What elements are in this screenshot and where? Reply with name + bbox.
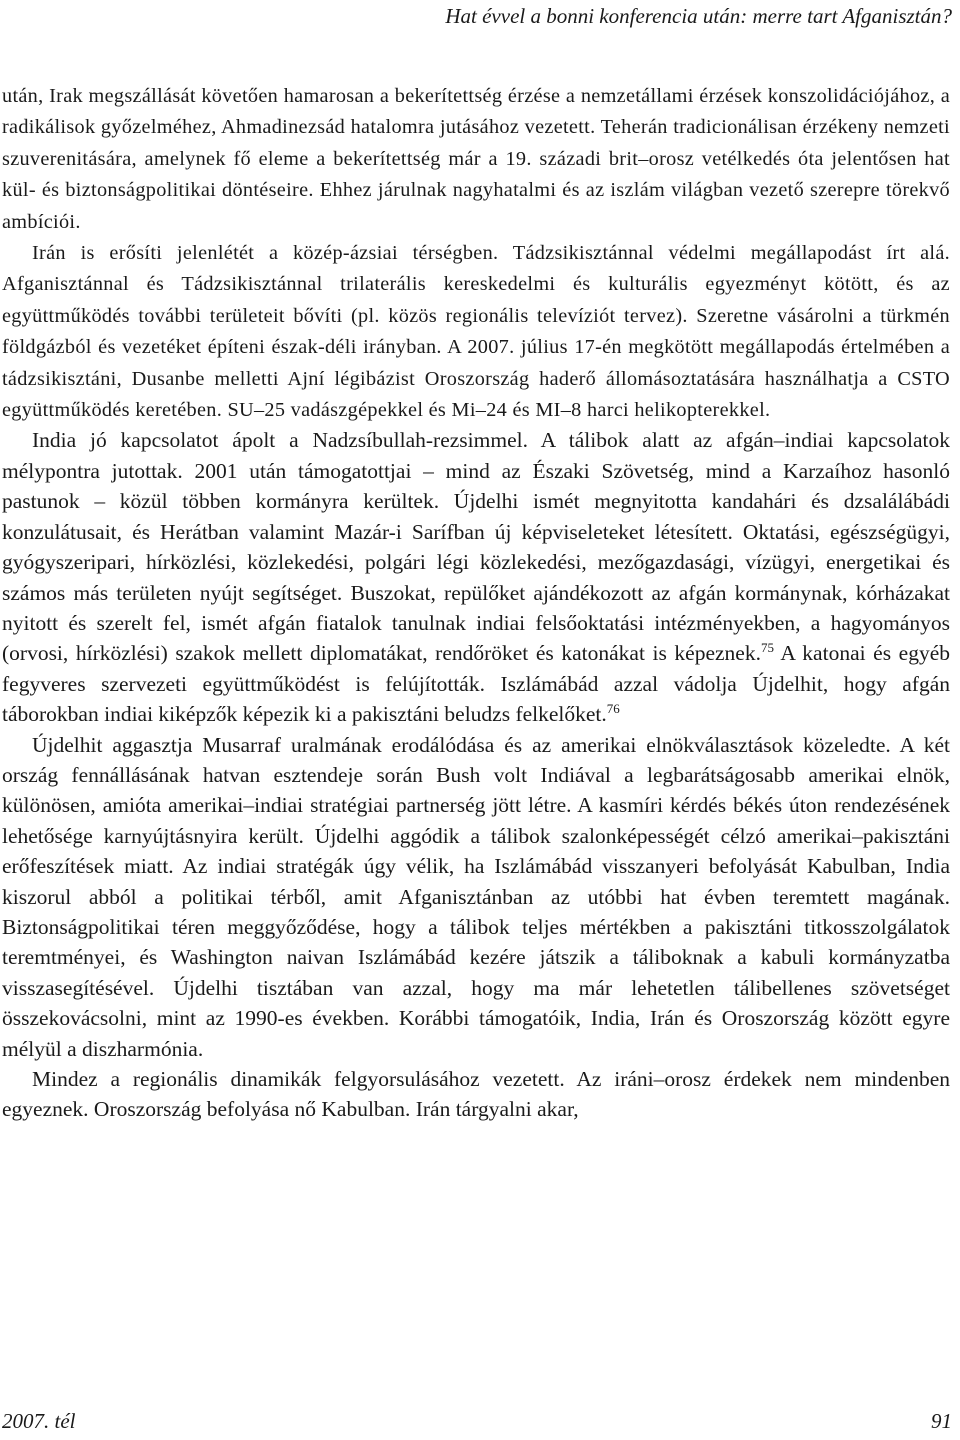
paragraph <box>2 425 950 729</box>
paragraph <box>2 1064 950 1125</box>
paragraph <box>2 80 950 237</box>
paragraph-text: Mindez a regionális dinamikák felgyorsulásához vezetett. Az iráni–orosz érdekek nem mindenben egyeznek. Oroszország befolyása nő Kabulban. Irán tárgyalni akar, <box>2 1067 950 1122</box>
body-text <box>2 80 950 1125</box>
footnote-reference: 75 <box>760 640 774 656</box>
running-header-title: Hat évvel a bonni konferencia után: merre tart Afganisztán? <box>445 4 952 28</box>
paragraph-text: India jó kapcsolatot ápolt a Nadzsíbullah-rezsimmel. A tálibok alatt az afgán–indiai kapcsolatok mélypontra jutottak. 2001 után támogatottjai – mind az Északi Szövetség, mind a Karzaíhoz hasonló pastunok – közül többen kormányra kerültek. Újdelhi ismét megnyitotta kandahári és dzsalálábádi konzulátusait, és Herátban valamint Mazár-i Sarífban új képviseleteket létesített. Oktatási, egészségügyi, gyógyszeripari, hírközlési, közlekedési, polgári légi közlekedési, mezőgazdasági, vízügyi, energetikai és számos más területen nyújt segítséget. Buszokat, repülőket ajándékozott az afgán kormánynak, kórházakat nyitott és szerelt fel, ismét afgán fiatalok tanulnak indiai felsőoktatási intézményekben, a hagyományos (orvosi, hírközlési) szakok mellett diplomatákat, rendőröket és katonákat is képeznek. <box>2 428 950 666</box>
paragraph <box>2 730 950 1064</box>
paragraph-text: után, Irak megszállását követően hamarosan a bekerítettség érzése a nemzetállami érzések konszolidációjához, a radikálisok győzelméhez, Ahmadinezsád hatalomra jutásához vezetett. Teherán tradicionálisan érzékeny nemzeti szuverenitására, amelynek fő eleme a bekerítettség már a 19. századi brit–orosz vetélkedés óta jelentősen hat kül- és biztonságpolitikai döntéseire. Ehhez járulnak nagyhatalmi és az iszlám világban vezető szerepre törekvő ambíciói. <box>2 85 950 233</box>
paragraph <box>2 237 950 425</box>
paragraph-text: Irán is erősíti jelenlétét a közép-ázsiai térségben. Tádzsikisztánnal védelmi megállapodást írt alá. Afganisztánnal és Tádzsikisztánnal trilaterális kereskedelmi és kulturális egyezményt kötött, és az együttműködés további területeit bővíti (pl. közös regionális televíziót tervez). Szeretne vásárolni a türkmén földgázból és vezetéket építeni észak-déli irányban. A 2007. július 17-én megkötött megállapodás értelmében a tádzsikisztáni, Dusanbe melletti Ajní légibázist Oroszország haderő állomásoztatására használhatja a CSTO együttműködés keretében. SU–25 vadászgépekkel és Mi–24 és MI–8 harci helikopterekkel. <box>2 242 950 422</box>
page-number: 91 <box>931 1409 952 1433</box>
footnote-reference: 76 <box>606 701 620 717</box>
footer-issue: 2007. tél <box>2 1409 76 1433</box>
paragraph-text: A katonai és egyéb fegyveres szervezeti együttműködést is felújították. Iszlámábád azzal vádolja Újdelhit, hogy afgán táborokban indiai kiképzők képezik ki a pakisztáni beludzs felkelőket. <box>2 641 950 727</box>
paragraph-text: Újdelhit aggasztja Musarraf uralmának erodálódása és az amerikai elnökválasztások közeledte. A két ország fennállásának hatvan esztendeje során Bush volt Indiával a legbarátságosabb amerikai elnök, különösen, amióta amerikai–indiai stratégiai partnerség jött létre. A kasmíri kérdés békés úton rendezésének lehetősége karnyújtásnyira került. Újdelhi aggódik a tálibok szalonképességét célzó amerikai–pakisztáni erőfeszítések miatt. Az indiai stratégák úgy vélik, ha Iszlámábád visszanyeri befolyását Kabulban, India kiszorul abból a politikai térből, amit Afganisztánban az utóbbi hat évben teremtett magának. Biztonságpolitikai téren meggyőződése, hogy a tálibok teljes mértékben a pakisztáni titkosszolgálatok teremtményei, és Washington naivan Iszlámábád kezére játszik a táliboknak a kabuli kormányzatba visszasegítésével. Újdelhi tisztában van azzal, hogy ma már lehetetlen tálibellenes szövetséget összekovácsolni, mint az 1990-es években. Korábbi támogatóik, India, Irán és Oroszország között egyre mélyül a diszharmónia. <box>2 732 950 1061</box>
